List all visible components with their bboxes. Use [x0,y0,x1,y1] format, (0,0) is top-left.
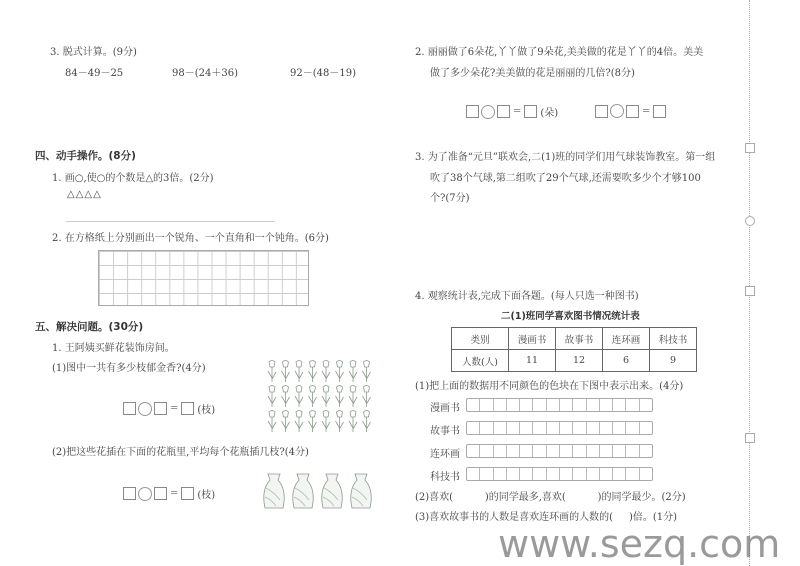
tulip-icon [309,361,317,383]
bar-cell[interactable] [640,445,652,457]
tulip-icon [363,386,371,408]
vases-image [260,472,376,514]
section-5-title: 五、解决问题。(30分) [35,321,144,333]
q4-1: (1)把上面的数据用不同颜色的色块在下图中表示出来。(4分) [415,381,684,392]
bar-cell[interactable] [533,445,546,457]
bar-label: 科技书 [430,472,460,483]
q3-line2: 吹了38个气球,第二组吹了29个气球,还需要吹多少个才够100 [430,173,701,184]
table-header: 类别 [452,328,509,350]
vase-icon [264,474,284,508]
bar-cell[interactable] [600,399,613,411]
bar-cell[interactable] [640,422,652,434]
table-header: 连环画 [603,328,650,350]
bar-cell[interactable] [573,399,586,411]
bar-cell[interactable] [573,468,586,480]
bar-cell[interactable] [587,445,600,457]
section-4-title: 四、动手操作。(8分) [35,150,136,162]
bar-cell[interactable] [507,445,520,457]
tulip-icon [322,361,330,383]
formula-tulips[interactable]: = (枝) [123,401,215,416]
bar-cell[interactable] [560,399,573,411]
table-title: 二(1)班同学喜欢图书情况统计表 [501,311,640,322]
bar-cell[interactable] [507,399,520,411]
unit-label: (枝) [197,405,216,416]
table-header: 科技书 [650,328,697,350]
bar-cell[interactable] [560,468,573,480]
bar-cell[interactable] [573,445,586,457]
bar-cell[interactable] [560,422,573,434]
tulip-icon [336,361,344,383]
binding-mark [745,286,755,296]
unit-label: (朵) [540,108,559,119]
bar-cell[interactable] [600,468,613,480]
bar-row-stories[interactable] [466,421,653,435]
tulips-image [266,360,378,438]
q2-line1: 2. 丽丽做了6朵花,丫丫做了9朵花,美美做的花是丫丫的4倍。美美 [415,47,704,58]
bar-cell[interactable] [613,468,626,480]
bar-label: 连环画 [430,449,460,460]
sec5-q1b: (2)把这些花插在下面的花瓶里,平均每个花瓶插几枝?(4分) [52,447,309,458]
bar-cell[interactable] [520,445,533,457]
q3-line3: 个?(7分) [430,193,470,204]
tulip-icon [295,361,303,383]
bar-cell[interactable] [600,445,613,457]
tulip-icon [295,411,303,433]
bar-cell[interactable] [520,399,533,411]
tulip-icon [268,411,276,433]
tulip-icon [363,361,371,383]
bar-cell[interactable] [533,399,546,411]
sec5-q1a: (1)图中一共有多少枝郁金香?(4分) [52,363,206,374]
bar-cell[interactable] [533,468,546,480]
tulip-icon [282,361,290,383]
q3-line1: 3. 为了准备“元旦”联欢会,二(1)班的同学们用气球装饰教室。第一组 [415,152,716,163]
tulip-icon [336,386,344,408]
q2-line2: 做了多少朵花?美美做的花是丽丽的几倍?(8分) [430,68,635,79]
bar-cell[interactable] [613,422,626,434]
bar-cell[interactable] [600,422,613,434]
sec4-q1: 1. 画○,使○的个数是△的3倍。(2分) [52,173,214,184]
formula-q2a[interactable]: = (朵) [466,104,558,119]
tulip-icon [309,386,317,408]
table-cell: 12 [556,350,603,372]
tulip-icon [349,386,357,408]
formula-q2b[interactable]: = [595,104,666,118]
bar-cell[interactable] [494,445,507,457]
table-header: 漫画书 [509,328,556,350]
grid-paper[interactable] [98,250,309,306]
bar-cell[interactable] [640,399,652,411]
bar-cell[interactable] [587,468,600,480]
stats-table [451,327,697,372]
bar-label: 漫画书 [430,403,460,414]
table-cell: 11 [509,350,556,372]
bar-cell[interactable] [626,422,639,434]
bar-cell[interactable] [533,422,546,434]
vase-icon [351,474,371,508]
q4-2: (2)喜欢( )的同学最多,喜欢( )的同学最少。(2分) [415,492,686,503]
q3-title: 3. 脱式计算。(9分) [50,47,137,58]
bar-label: 故事书 [430,426,460,437]
tulip-icon [282,411,290,433]
watermark: www.sezq.com [498,522,781,566]
bar-cell[interactable] [480,468,493,480]
expression-2: 98－(24＋36) [172,68,238,79]
bar-cell[interactable] [626,468,639,480]
bar-row-picture-books[interactable] [466,444,653,458]
q4-3: (3)喜欢故事书的人数是喜欢连环画的人数的( )倍。(1分) [415,512,678,523]
bar-cell[interactable] [640,468,652,480]
q4-title: 4. 观察统计表,完成下面各题。(每人只选一种图书) [415,291,639,302]
bar-cell[interactable] [573,422,586,434]
vase-icon [322,474,342,508]
table-header-row [452,328,697,350]
binding-line [749,0,750,566]
bar-cell[interactable] [467,445,480,457]
bar-cell[interactable] [613,399,626,411]
tulip-icon [295,386,303,408]
bar-cell[interactable] [480,422,493,434]
tulip-icon [349,361,357,383]
bar-cell[interactable] [494,468,507,480]
bar-cell[interactable] [494,399,507,411]
bar-row-science[interactable] [466,467,653,481]
tulip-icon [322,411,330,433]
bar-cell[interactable] [467,422,480,434]
bar-cell[interactable] [560,445,573,457]
bar-cell[interactable] [626,399,639,411]
expression-1: 84－49－25 [65,68,124,79]
binding-hole [745,216,755,226]
bar-cell[interactable] [520,422,533,434]
tulip-icon [282,386,290,408]
bar-cell[interactable] [626,445,639,457]
binding-mark [745,433,755,443]
bar-cell[interactable] [480,399,493,411]
bar-cell[interactable] [587,399,600,411]
formula-vases[interactable]: = (枝) [123,486,215,501]
answer-line [66,221,275,222]
expression-3: 92－(48－19) [290,68,356,79]
bar-cell[interactable] [547,399,560,411]
bar-cell[interactable] [613,445,626,457]
tulip-icon [336,411,344,433]
triangles: △△△△ [67,189,102,200]
bar-cell[interactable] [587,422,600,434]
tulip-icon [268,386,276,408]
bar-cell[interactable] [480,445,493,457]
binding-mark [745,143,755,153]
sec4-q2: 2. 在方格纸上分别画出一个锐角、一个直角和一个钝角。(6分) [52,233,329,244]
tulip-icon [268,361,276,383]
sec5-q1: 1. 王阿姨买鲜花装饰房间。 [52,343,175,354]
table-cell: 6 [603,350,650,372]
bar-cell[interactable] [494,422,507,434]
table-cell: 9 [650,350,697,372]
table-cell: 人数(人) [452,350,509,372]
bar-cell[interactable] [547,422,560,434]
bar-cell[interactable] [467,468,480,480]
table-header: 故事书 [556,328,603,350]
bar-cell[interactable] [467,399,480,411]
bar-cell[interactable] [507,422,520,434]
bar-cell[interactable] [520,468,533,480]
tulip-icon [309,411,317,433]
vase-icon [293,474,313,508]
table-row [452,350,697,372]
bar-cell[interactable] [507,468,520,480]
unit-label: (枝) [197,490,216,501]
bar-row-comics[interactable] [466,398,653,412]
tulip-icon [322,386,330,408]
bar-cell[interactable] [547,445,560,457]
tulip-icon [349,411,357,433]
bar-cell[interactable] [547,468,560,480]
tulip-icon [363,411,371,433]
